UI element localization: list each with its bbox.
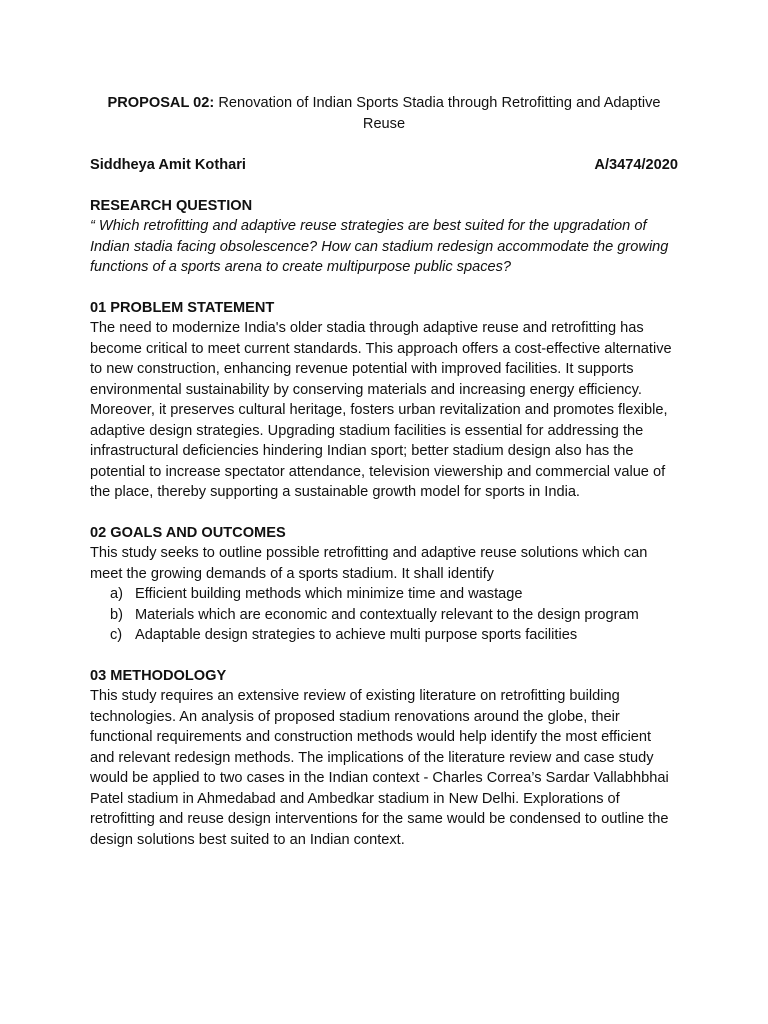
- section-heading: 01 PROBLEM STATEMENT: [90, 299, 275, 316]
- problem-statement-section: [90, 298, 678, 503]
- section-heading: 02 GOALS AND OUTCOMES: [90, 524, 286, 541]
- proposal-label: PROPOSAL 02:: [107, 95, 215, 111]
- author-row: [90, 155, 678, 176]
- goals-text: This study seeks to outline possible retrofitting and adaptive reuse solutions which can meet the growing demands of a sports stadium. It shall identify: [90, 545, 648, 582]
- methodology-text: This study requires an extensive review of existing literature on retrofitting building technologies. An analysis of proposed stadium renovations around the globe, their functional requirements and construction methods would help identify the most efficient and relevant redesign methods. The implications of the literature review and case study would be applied to two cases in the Indian context - Charles Correa’s Sardar Vallabhbhai Patel stadium in Ahmedabad and Ambedkar stadium in New Delhi. Explorations of retrofitting and reuse design interventions for the same would be condensed to outline the design solutions best suited to an Indian context.: [90, 688, 669, 848]
- list-marker: c): [110, 627, 123, 643]
- document-title: [90, 93, 678, 134]
- document-page: [90, 93, 678, 850]
- student-id: A/3474/2020: [594, 157, 678, 173]
- list-item: [110, 605, 678, 626]
- list-item-text: Adaptable design strategies to achieve multi purpose sports facilities: [135, 627, 578, 643]
- problem-statement-text: The need to modernize India's older stadia through adaptive reuse and retrofitting has become critical to meet current standards. This approach offers a cost-effective alternative to new construction, enhancing revenue potential with improved facilities. It supports environmental sustainability by conserving materials and increasing energy efficiency. Moreover, it preserves cultural heritage, fosters urban revitalization and promotes flexible, adaptive design strategies. Upgrading stadium facilities is essential for addressing the infrastructural deficiencies hindering Indian sport; better stadium design also has the potential to increase spectator attendance, television viewership and commercial value of the place, thereby supporting a sustainable growth model for sports in India.: [90, 320, 672, 500]
- methodology-section: [90, 666, 678, 851]
- section-heading: RESEARCH QUESTION: [90, 197, 253, 214]
- research-question-section: [90, 196, 678, 278]
- goals-list: [90, 584, 678, 646]
- list-item: [110, 625, 678, 646]
- proposal-title-text: Renovation of Indian Sports Stadia through Retrofitting and Adaptive Reuse: [218, 95, 661, 132]
- goals-section: [90, 523, 678, 646]
- list-marker: b): [110, 606, 123, 623]
- list-item: [110, 584, 678, 605]
- research-question-text: “ Which retrofitting and adaptive reuse strategies are best suited for the upgradation of Indian stadia facing obsolescence? How can stadium redesign accommodate the growing functions of a sports arena to create multipurpose public spaces?: [90, 218, 669, 275]
- list-item-text: Materials which are economic and contextually relevant to the design program: [135, 606, 639, 623]
- author-name: Siddheya Amit Kothari: [90, 157, 246, 173]
- list-item-text: Efficient building methods which minimize time and wastage: [135, 586, 523, 602]
- section-heading: 03 METHODOLOGY: [90, 667, 227, 684]
- list-marker: a): [110, 586, 123, 602]
